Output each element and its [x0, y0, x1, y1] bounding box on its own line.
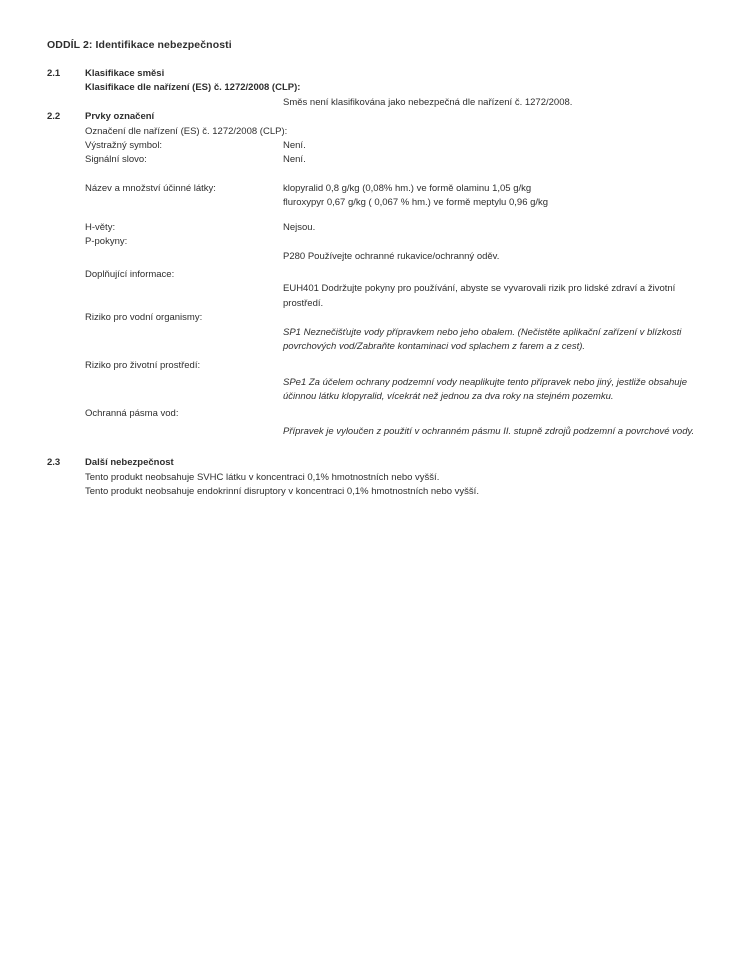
row-value: P280 Používejte ochranné rukavice/ochranný oděv. — [283, 251, 500, 263]
doc-row — [47, 376, 700, 405]
doc-row — [47, 471, 700, 485]
doc-rows — [47, 67, 700, 500]
doc-row — [47, 359, 700, 373]
section-number: 2.3 — [47, 457, 61, 469]
doc-row — [47, 311, 700, 325]
row-value: SPe1 Za účelem ochrany podzemní vody neaplikujte tento přípravek nebo jiný, jestliže obsahuje účinnou látku klopyralid, vícekrát než jednou za dva roky na stejném pozemku. — [283, 376, 687, 403]
row-label: Název a množství účinné látky: — [85, 182, 216, 194]
doc-row — [47, 235, 700, 249]
doc-row — [47, 456, 700, 470]
doc-row — [47, 282, 700, 311]
section-number: 2.1 — [47, 68, 61, 79]
row-value: EUH401 Dodržujte pokyny pro používání, abyste se vyvarovali rizik pro lidské zdraví a životní prostředí. — [283, 283, 676, 309]
doc-row — [47, 139, 700, 153]
doc-row — [47, 67, 700, 81]
row-value: Přípravek je vyloučen z použití v ochranném pásmu II. stupně zdrojů podzemní a povrchové vody. — [283, 425, 695, 437]
doc-row — [47, 326, 700, 355]
doc-row — [47, 268, 700, 282]
row-label: Tento produkt neobsahuje SVHC látku v koncentraci 0,1% hmotnostních nebo vyšší. — [85, 471, 440, 483]
doc-row — [47, 125, 700, 139]
doc-row — [47, 81, 700, 95]
doc-row — [47, 250, 700, 264]
row-value: SP1 Neznečišťujte vody přípravkem nebo jeho obalem. (Nečistěte aplikační zařízení v blízkosti povrchových vod/Zabraňte kontaminaci vod splachem z farem a z cest). — [283, 326, 682, 352]
doc-row — [47, 110, 700, 124]
doc-row — [47, 221, 700, 235]
doc-row — [47, 485, 700, 499]
row-label: Riziko pro vodní organismy: — [85, 312, 203, 324]
row-label: Klasifikace směsi — [85, 68, 165, 79]
page-title: ODDÍL 2: Identifikace nebezpečnosti — [47, 39, 232, 51]
row-label: Klasifikace dle nařízení (ES) č. 1272/2008 (CLP): — [85, 82, 301, 94]
row-label: Výstražný symbol: — [85, 140, 163, 152]
row-label: Další nebezpečnost — [85, 457, 174, 469]
row-value: klopyralid 0,8 g/kg (0,08% hm.) ve formě olaminu 1,05 g/kg — [283, 182, 532, 194]
row-value: Směs není klasifikována jako nebezpečná dle nařízení č. 1272/2008. — [283, 96, 573, 108]
doc-row — [47, 153, 700, 167]
doc-row — [47, 425, 700, 439]
doc-row — [47, 407, 700, 421]
row-label: Doplňující informace: — [85, 268, 175, 280]
row-label: Signální slovo: — [85, 154, 147, 166]
row-label: Prvky označení — [85, 111, 155, 123]
row-label: H-věty: — [85, 221, 116, 233]
doc-row — [47, 182, 700, 196]
doc-row — [47, 196, 700, 210]
section-number: 2.2 — [47, 111, 61, 123]
row-label: P-pokyny: — [85, 236, 128, 248]
row-label: Riziko pro životní prostředí: — [85, 360, 201, 372]
row-value: Není. — [283, 140, 306, 152]
doc-row — [47, 96, 700, 110]
row-value: Nejsou. — [283, 221, 316, 233]
row-label: Ochranná pásma vod: — [85, 407, 179, 419]
row-label: Tento produkt neobsahuje endokrinní disruptory v koncentraci 0,1% hmotnostních nebo vyšší. — [85, 486, 479, 498]
row-label: Označení dle nařízení (ES) č. 1272/2008 (CLP): — [85, 125, 288, 137]
row-value: fluroxypyr 0,67 g/kg ( 0,067 % hm.) ve formě meptylu 0,96 g/kg — [283, 197, 549, 209]
row-value: Není. — [283, 154, 306, 166]
